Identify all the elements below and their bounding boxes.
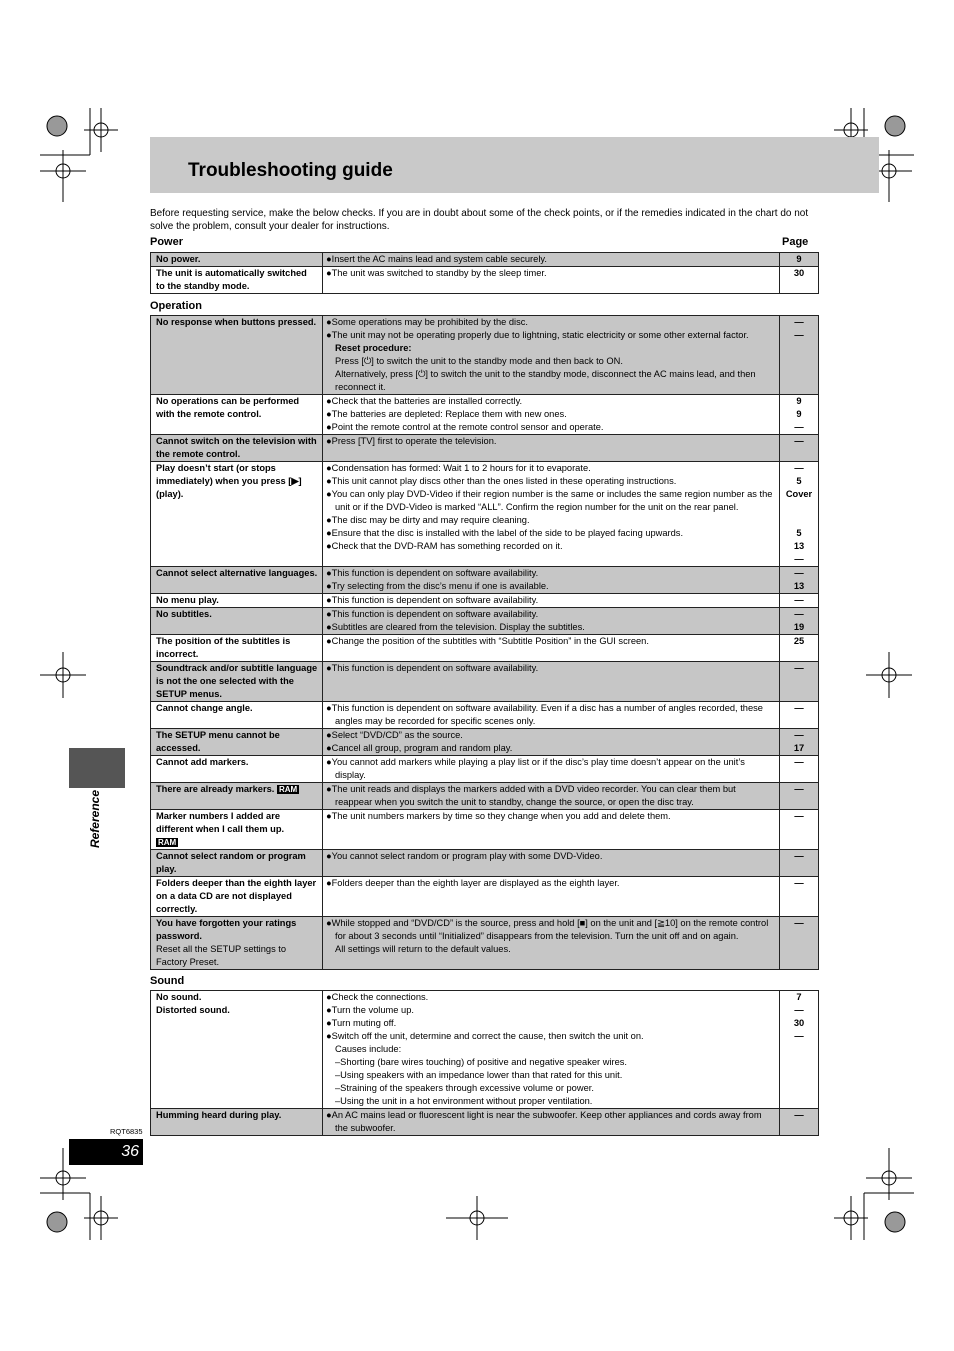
- page-ref-cell: [780, 850, 819, 877]
- remedy-cell: [323, 783, 780, 810]
- symptom-cell: [151, 594, 323, 608]
- page-ref-cell: [780, 594, 819, 608]
- page-ref-cell: [780, 1109, 819, 1136]
- page-ref: 17: [793, 743, 805, 753]
- page-ref-cell: [780, 316, 819, 395]
- intro-text: Before requesting service, make the below checks. If you are in doubt about some of the check points, or if the remedies indicated in the chart do not solve the problem, consult your dealer for instructions.: [150, 208, 809, 232]
- remedy-line: ●Ensure that the disc is installed with the label of the side to be played facing upwards.: [326, 528, 684, 538]
- ram-badge: RAM: [158, 838, 177, 847]
- sound-table: [150, 990, 819, 1136]
- page-ref: —: [794, 1110, 804, 1120]
- page-ref-cell: [780, 729, 819, 756]
- symptom-text: The position of the subtitles is incorrect.: [156, 636, 291, 659]
- remedy-line: ●This function is dependent on software availability.: [326, 595, 539, 605]
- table-row: [151, 594, 819, 608]
- remedy-line: ●Press [TV] first to operate the television.: [326, 436, 497, 446]
- symptom-text: Humming heard during play.: [156, 1110, 282, 1120]
- symptom-cell: [151, 462, 323, 567]
- remedy-line: ●Turn muting off.: [326, 1018, 397, 1028]
- remedy-cell: [323, 877, 780, 917]
- symptom-text: The SETUP menu cannot be accessed.: [156, 730, 280, 753]
- table-row: [151, 435, 819, 462]
- remedy-line: ●Check that the batteries are installed correctly.: [326, 396, 523, 406]
- symptom-text: Cannot select alternative languages.: [156, 568, 318, 578]
- remedy-line: –Straining of the speakers through excessive volume or power.: [335, 1083, 594, 1093]
- symptom-text: No response when buttons pressed.: [156, 317, 317, 327]
- symptom-cell: [151, 608, 323, 635]
- page-ref: 9: [796, 396, 802, 406]
- symptom-cell: [151, 567, 323, 594]
- remedy-line: ●Subtitles are cleared from the television. Display the subtitles.: [326, 622, 585, 632]
- symptom-cell: [151, 635, 323, 662]
- page-ref: —: [794, 757, 804, 767]
- remedy-line: ●Folders deeper than the eighth layer are displayed as the eighth layer.: [326, 878, 620, 888]
- remedy-line: ●Try selecting from the disc’s menu if one is available.: [326, 581, 549, 591]
- table-row: [151, 608, 819, 635]
- remedy-line: ●Condensation has formed: Wait 1 to 2 hours for it to evaporate.: [326, 463, 591, 473]
- remedy-cell: [323, 395, 780, 435]
- remedy-cell: [323, 316, 780, 395]
- page-ref: —: [794, 463, 804, 473]
- section-heading-operation: Operation: [150, 300, 202, 312]
- remedy-line: Press [⏻] to switch the unit to the standby mode and then back to ON.: [335, 356, 623, 366]
- page-ref: —: [794, 568, 804, 578]
- page-ref: [780, 501, 818, 514]
- page-ref: —: [794, 878, 804, 888]
- ram-badge: RAM: [278, 785, 298, 794]
- remedy-line: ●The unit may not be operating properly due to lightning, static electricity or some other external factor.: [326, 330, 749, 340]
- remedy-line: ●The unit reads and displays the markers added with a DVD video recorder. You can clear them but reappear when you switch the unit to standby, change the source, or open the disc tray.: [326, 784, 736, 807]
- symptom-text: Cannot switch on the television with the remote control.: [156, 436, 317, 459]
- side-label: Reference: [88, 790, 102, 849]
- page-ref-cell: [780, 462, 819, 567]
- symptom-cell: [151, 917, 323, 970]
- remedy-line: –Using speakers with an impedance lower than that rated for this unit.: [335, 1070, 623, 1080]
- remedy-cell: [323, 756, 780, 783]
- page-ref-cell: [780, 810, 819, 850]
- symptom-cell: [151, 662, 323, 702]
- remedy-line: ●The disc may be dirty and may require cleaning.: [326, 515, 530, 525]
- remedy-cell: [323, 810, 780, 850]
- remedy-line: ●Select “DVD/CD” as the source.: [326, 730, 463, 740]
- symptom-text: Folders deeper than the eighth layer on a data CD are not displayed correctly.: [156, 878, 317, 914]
- page-ref-cell: [780, 756, 819, 783]
- remedy-line: Reset procedure:: [335, 343, 412, 353]
- operation-table: [150, 315, 819, 970]
- symptom-text: There are already markers.: [156, 784, 275, 794]
- symptom-cell: [151, 810, 323, 850]
- table-row: [151, 253, 819, 267]
- table-row: [151, 810, 819, 850]
- remedy-line: ●The unit numbers markers by time so they change when you add and delete them.: [326, 811, 671, 821]
- page-ref: 25: [793, 636, 805, 646]
- table-row: [151, 267, 819, 294]
- remedy-line: Causes include:: [335, 1044, 402, 1054]
- remedy-cell: [323, 435, 780, 462]
- symptom-cell: [151, 267, 323, 294]
- page-ref-cell: [780, 567, 819, 594]
- table-row: [151, 395, 819, 435]
- page-number: 36: [69, 1139, 143, 1165]
- page-ref: —: [794, 422, 804, 432]
- page-ref: 30: [793, 268, 805, 278]
- symptom-text: No menu play.: [156, 595, 219, 605]
- page-ref: 30: [793, 1018, 805, 1028]
- symptom-cell: [151, 395, 323, 435]
- page-ref: 13: [793, 581, 805, 591]
- remedy-line: ●Check the connections.: [326, 992, 429, 1002]
- page-ref-cell: [780, 917, 819, 970]
- symptom-text: No subtitles.: [156, 609, 212, 619]
- remedy-cell: [323, 253, 780, 267]
- table-row: [151, 917, 819, 970]
- symptom-text: Play doesn’t start (or stops immediately) when you press [▶] (play).: [156, 463, 302, 499]
- table-row: [151, 850, 819, 877]
- page-ref-cell: [780, 395, 819, 435]
- page-ref-cell: [780, 435, 819, 462]
- page-ref: 5: [796, 476, 802, 486]
- page-ref-cell: [780, 635, 819, 662]
- symptom-text: Cannot change angle.: [156, 703, 253, 713]
- page-ref-cell: [780, 877, 819, 917]
- page-ref: 19: [793, 622, 805, 632]
- page-ref: 13: [793, 541, 805, 551]
- remedy-line: ●Point the remote control at the remote control sensor and operate.: [326, 422, 604, 432]
- symptom-cell: [151, 991, 323, 1109]
- table-row: [151, 316, 819, 395]
- remedy-line: ●Switch off the unit, determine and correct the cause, then switch the unit on.: [326, 1031, 644, 1041]
- remedy-line: ●This function is dependent on software availability. Even if a disc has a number of angles recorded, these angles may be recorded for specific scenes only.: [326, 703, 763, 726]
- page-ref: 5: [796, 528, 802, 538]
- page-ref: —: [794, 436, 804, 446]
- symptom-text: Cannot add markers.: [156, 757, 249, 767]
- page-ref: [780, 514, 818, 527]
- table-row: [151, 462, 819, 567]
- symptom-cell: [151, 877, 323, 917]
- symptom-text: Soundtrack and/or subtitle language is not the one selected with the SETUP menus.: [156, 663, 318, 699]
- symptom-text: Distorted sound.: [156, 1005, 230, 1015]
- symptom-text: No sound.: [156, 992, 202, 1002]
- remedy-line: ●This function is dependent on software availability.: [326, 609, 539, 619]
- page-ref-cell: [780, 991, 819, 1109]
- symptom-cell: [151, 756, 323, 783]
- page-ref: —: [794, 330, 804, 340]
- remedy-cell: [323, 662, 780, 702]
- remedy-line: All settings will return to the default values.: [335, 944, 511, 954]
- symptom-text: Marker numbers I added are different when I call them up.: [156, 811, 285, 834]
- remedy-cell: [323, 462, 780, 567]
- page-ref-cell: [780, 662, 819, 702]
- table-row: [151, 877, 819, 917]
- remedy-line: ●You cannot add markers while playing a play list or if the disc’s play time doesn’t appear on the unit’s display.: [326, 757, 745, 780]
- table-row: [151, 1109, 819, 1136]
- page-ref-cell: [780, 253, 819, 267]
- page-ref: —: [794, 730, 804, 740]
- symptom-cell: [151, 1109, 323, 1136]
- remedy-cell: [323, 1109, 780, 1136]
- page-ref: Cover: [785, 489, 813, 499]
- symptom-cell: [151, 435, 323, 462]
- page-ref: —: [794, 784, 804, 794]
- remedy-cell: [323, 567, 780, 594]
- page-column-label: Page: [782, 236, 809, 248]
- page-ref-cell: [780, 783, 819, 810]
- remedy-line: ●The unit was switched to standby by the sleep timer.: [326, 268, 547, 278]
- symptom-cell: [151, 729, 323, 756]
- page-ref-cell: [780, 608, 819, 635]
- remedy-line: Alternatively, press [⏻] to switch the unit to the standby mode, disconnect the AC mains lead, and then reconnect it.: [335, 369, 756, 392]
- page-ref: —: [794, 851, 804, 861]
- table-row: [151, 567, 819, 594]
- symptom-text: No power.: [156, 254, 201, 264]
- remedy-cell: [323, 850, 780, 877]
- remedy-cell: [323, 608, 780, 635]
- page-ref: 9: [796, 254, 802, 264]
- remedy-line: –Shorting (bare wires touching) of positive and negative speaker wires.: [335, 1057, 627, 1067]
- table-row: [151, 635, 819, 662]
- remedy-line: ●Check that the DVD-RAM has something recorded on it.: [326, 541, 563, 551]
- page-ref: —: [794, 918, 804, 928]
- reference-tab: [69, 748, 125, 788]
- section-heading-sound: Sound: [150, 975, 185, 987]
- symptom-cell: [151, 850, 323, 877]
- symptom-cell: [151, 783, 323, 810]
- symptom-cell: [151, 702, 323, 729]
- remedy-line: ●This unit cannot play discs other than the ones listed in these operating instructions.: [326, 476, 677, 486]
- table-row: [151, 729, 819, 756]
- table-row: [151, 702, 819, 729]
- remedy-line: ●Change the position of the subtitles with “Subtitle Position” in the GUI screen.: [326, 636, 649, 646]
- table-row: [151, 756, 819, 783]
- doc-id: RQT6835: [110, 1127, 143, 1136]
- remedy-line: –Using the unit in a hot environment without proper ventilation.: [335, 1096, 593, 1106]
- symptom-text: The unit is automatically switched to the standby mode.: [156, 268, 307, 291]
- remedy-cell: [323, 594, 780, 608]
- page-ref: —: [794, 595, 804, 605]
- remedy-line: ●This function is dependent on software availability.: [326, 663, 539, 673]
- symptom-cell: [151, 316, 323, 395]
- remedy-line: ●You cannot select random or program play with some DVD-Video.: [326, 851, 603, 861]
- page-title: Troubleshooting guide: [188, 160, 393, 181]
- symptom-text: Cannot select random or program play.: [156, 851, 306, 874]
- table-row: [151, 662, 819, 702]
- remedy-line: ●Cancel all group, program and random play.: [326, 743, 513, 753]
- remedy-cell: [323, 635, 780, 662]
- remedy-cell: [323, 729, 780, 756]
- remedy-cell: [323, 917, 780, 970]
- page-ref: —: [794, 609, 804, 619]
- remedy-line: ●The batteries are depleted: Replace them with new ones.: [326, 409, 567, 419]
- page-ref-cell: [780, 267, 819, 294]
- page-ref: —: [794, 317, 804, 327]
- section-heading-power: Power: [150, 236, 184, 248]
- remedy-line: ●You can only play DVD-Video if their region number is the same or includes the same region number as the unit or if the DVD-Video is marked “ALL”. Confirm the region number for the unit on the rear panel.: [326, 489, 773, 512]
- page-ref: —: [794, 811, 804, 821]
- page-ref: —: [794, 1031, 804, 1041]
- table-row: [151, 783, 819, 810]
- symptom-cell: [151, 253, 323, 267]
- remedy-line: ●Insert the AC mains lead and system cable securely.: [326, 254, 547, 264]
- symptom-text: No operations can be performed with the remote control.: [156, 396, 300, 419]
- remedy-cell: [323, 991, 780, 1109]
- table-row: [151, 991, 819, 1109]
- page-ref: —: [794, 1005, 804, 1015]
- page-ref: —: [794, 703, 804, 713]
- remedy-line: ●An AC mains lead or fluorescent light is near the subwoofer. Keep other appliances and cords away from the subwoofer.: [326, 1110, 762, 1133]
- symptom-note: Reset all the SETUP settings to Factory Preset.: [156, 944, 287, 967]
- remedy-cell: [323, 267, 780, 294]
- page-ref: —: [794, 554, 804, 564]
- page-ref: 9: [796, 409, 802, 419]
- symptom-text: You have forgotten your ratings password.: [156, 918, 297, 941]
- remedy-line: ●Some operations may be prohibited by the disc.: [326, 317, 528, 327]
- remedy-line: ●Turn the volume up.: [326, 1005, 414, 1015]
- page-ref: 7: [796, 992, 802, 1002]
- remedy-cell: [323, 702, 780, 729]
- remedy-line: ●While stopped and “DVD/CD” is the source, press and hold [■] on the unit and [≧10] on the remote control for about 3 seconds until “Initialized” disappears from the television. Turn the unit off and on again.: [326, 918, 769, 941]
- remedy-line: ●This function is dependent on software availability.: [326, 568, 539, 578]
- page-ref: —: [794, 663, 804, 673]
- power-table: [150, 252, 819, 294]
- page-ref-cell: [780, 702, 819, 729]
